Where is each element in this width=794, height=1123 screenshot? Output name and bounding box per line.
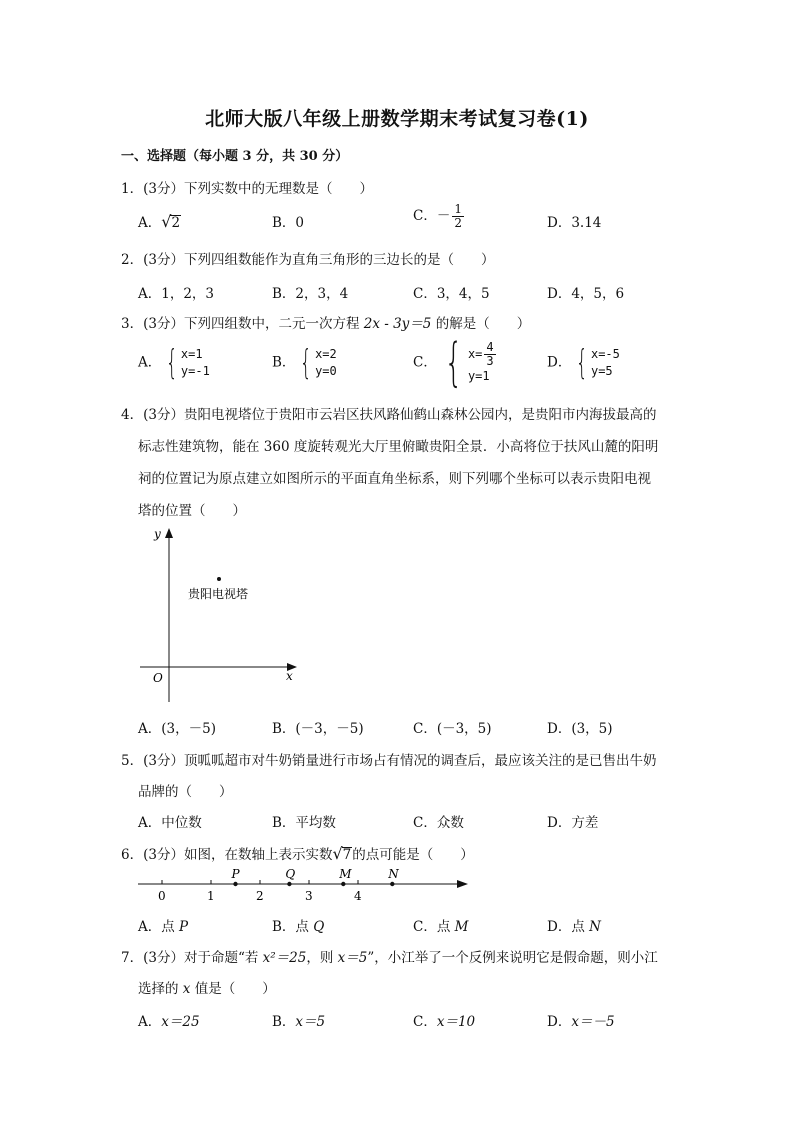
- q3-option-a: A． { x=1 y=-1: [138, 343, 210, 383]
- number-line-point-n: [390, 882, 394, 886]
- q4-line-1: 4．(3分）贵阳电视塔位于贵阳市云岩区扶风路仙鹤山森林公园内，是贵阳市内海拔最高的: [121, 407, 657, 423]
- q5-option-c: C．众数: [413, 815, 464, 831]
- sqrt-icon: √: [161, 212, 172, 231]
- number-line-tick-label: 2: [256, 889, 264, 903]
- section-heading: 一、选择题（每小题 3 分，共 30 分）: [121, 149, 349, 164]
- q6-option-c: C．点 M: [413, 919, 469, 935]
- q6-number-line: [130, 864, 475, 906]
- brace-icon: {: [444, 333, 463, 393]
- brace-icon: {: [166, 343, 179, 383]
- number-line-tick-label: 3: [305, 889, 313, 903]
- q1-stem: 1．(3分）下列实数中的无理数是（ ）: [121, 181, 373, 197]
- q7-line-1: 7．(3分）对于命题“若 x²＝25，则 x＝5”，小江举了一个反例来说明它是假命题，则小江: [121, 950, 658, 966]
- number-line-point-label: M: [339, 867, 352, 881]
- q6-radicand: 7: [342, 847, 352, 863]
- number-line-point-label: N: [388, 867, 399, 881]
- x-axis-label: x: [286, 669, 293, 683]
- q7-option-d: D．x＝－5: [547, 1014, 615, 1030]
- number-line-point-label: P: [231, 867, 240, 881]
- q2-option-b: B．2，3，4: [272, 286, 349, 302]
- q5-option-a: A．中位数: [138, 815, 202, 831]
- sqrt-icon: √: [332, 844, 343, 863]
- q5-line-1: 5．(3分）顶呱呱超市对牛奶销量进行市场占有情况的调查后，最应该关注的是已售出牛奶: [121, 753, 657, 769]
- q4-line-3: 祠的位置记为原点建立如图所示的平面直角坐标系，则下列哪个坐标可以表示贵阳电视: [138, 471, 651, 487]
- number-line-point-q: [287, 882, 291, 886]
- tv-tower-point: [217, 577, 221, 581]
- q1-option-a: A．√2: [138, 212, 181, 231]
- q4-option-c: C．(－3，5): [413, 721, 492, 737]
- q4-option-b: B．(－3，－5): [272, 721, 364, 737]
- q1-option-c: C．－ $\frac{1}{2}$: [413, 202, 462, 230]
- y-axis-label: y: [154, 527, 161, 541]
- q4-line-2: 标志性建筑物，能在 360 度旋转观光大厅里俯瞰贵阳全景．小高将位于扶风山麓的阳明: [138, 439, 659, 455]
- q6-option-b: B．点 Q: [272, 919, 325, 935]
- q4-line-4: 塔的位置（ ）: [138, 503, 246, 519]
- q2-option-c: C．3，4，5: [413, 286, 490, 302]
- y-axis-arrow-icon: [165, 528, 173, 538]
- q1-option-d: D．3.14: [547, 215, 602, 231]
- q1-option-b: B．0: [272, 215, 305, 231]
- q3-option-c: C． { x= $\frac{4}{3}$ y=1: [413, 333, 494, 393]
- q4-coordinate-figure: [140, 522, 310, 707]
- q6-option-d: D．点 N: [547, 919, 601, 935]
- number-line-point-m: [341, 882, 345, 886]
- q6-option-a: A．点 P: [138, 919, 189, 935]
- q2-stem: 2．(3分）下列四组数能作为直角三角形的三边长的是（ ）: [121, 252, 495, 268]
- q3-stem: 3．(3分）下列四组数中，二元一次方程 2x - 3y＝5 的解是（ ）: [121, 316, 531, 332]
- q6-stem: 6．(3分）如图，在数轴上表示实数√7的点可能是（ ）: [121, 844, 474, 863]
- number-line-tick-label: 0: [158, 889, 166, 903]
- q5-option-b: B．平均数: [272, 815, 336, 831]
- brace-icon: {: [300, 343, 313, 383]
- number-line-tick-label: 1: [207, 889, 215, 903]
- q2-option-d: D．4，5，6: [547, 286, 625, 302]
- tv-tower-label: 贵阳电视塔: [188, 587, 249, 601]
- q7-option-a: A．x＝25: [138, 1014, 200, 1030]
- origin-label: O: [153, 671, 163, 685]
- q4-option-a: A．(3，－5): [138, 721, 216, 737]
- q7-option-c: C．x＝10: [413, 1014, 476, 1030]
- q7-line-2: 选择的 x 值是（ ）: [138, 981, 276, 997]
- number-line-tick-label: 4: [354, 889, 362, 903]
- q5-line-2: 品牌的（ ）: [138, 784, 233, 800]
- brace-icon: {: [576, 343, 589, 383]
- q1-a-radicand: 2: [171, 215, 181, 231]
- q2-option-a: A．1，2，3: [138, 286, 215, 302]
- number-line-point-p: [233, 882, 237, 886]
- q3-c-fraction: $\frac{4}{3}$: [486, 340, 494, 368]
- q5-option-d: D．方差: [547, 815, 599, 831]
- q3-option-d: D． { x=-5 y=5: [547, 343, 620, 383]
- page-title: 北师大版八年级上册数学期末考试复习卷(1): [205, 108, 589, 130]
- number-line-point-label: Q: [285, 867, 296, 881]
- q1-c-fraction: $\frac{1}{2}$: [454, 202, 462, 230]
- q3-option-b: B． { x=2 y=0: [272, 343, 337, 383]
- number-line-arrow-icon: [457, 880, 468, 888]
- q4-option-d: D．(3，5): [547, 721, 613, 737]
- q7-option-b: B．x＝5: [272, 1014, 326, 1030]
